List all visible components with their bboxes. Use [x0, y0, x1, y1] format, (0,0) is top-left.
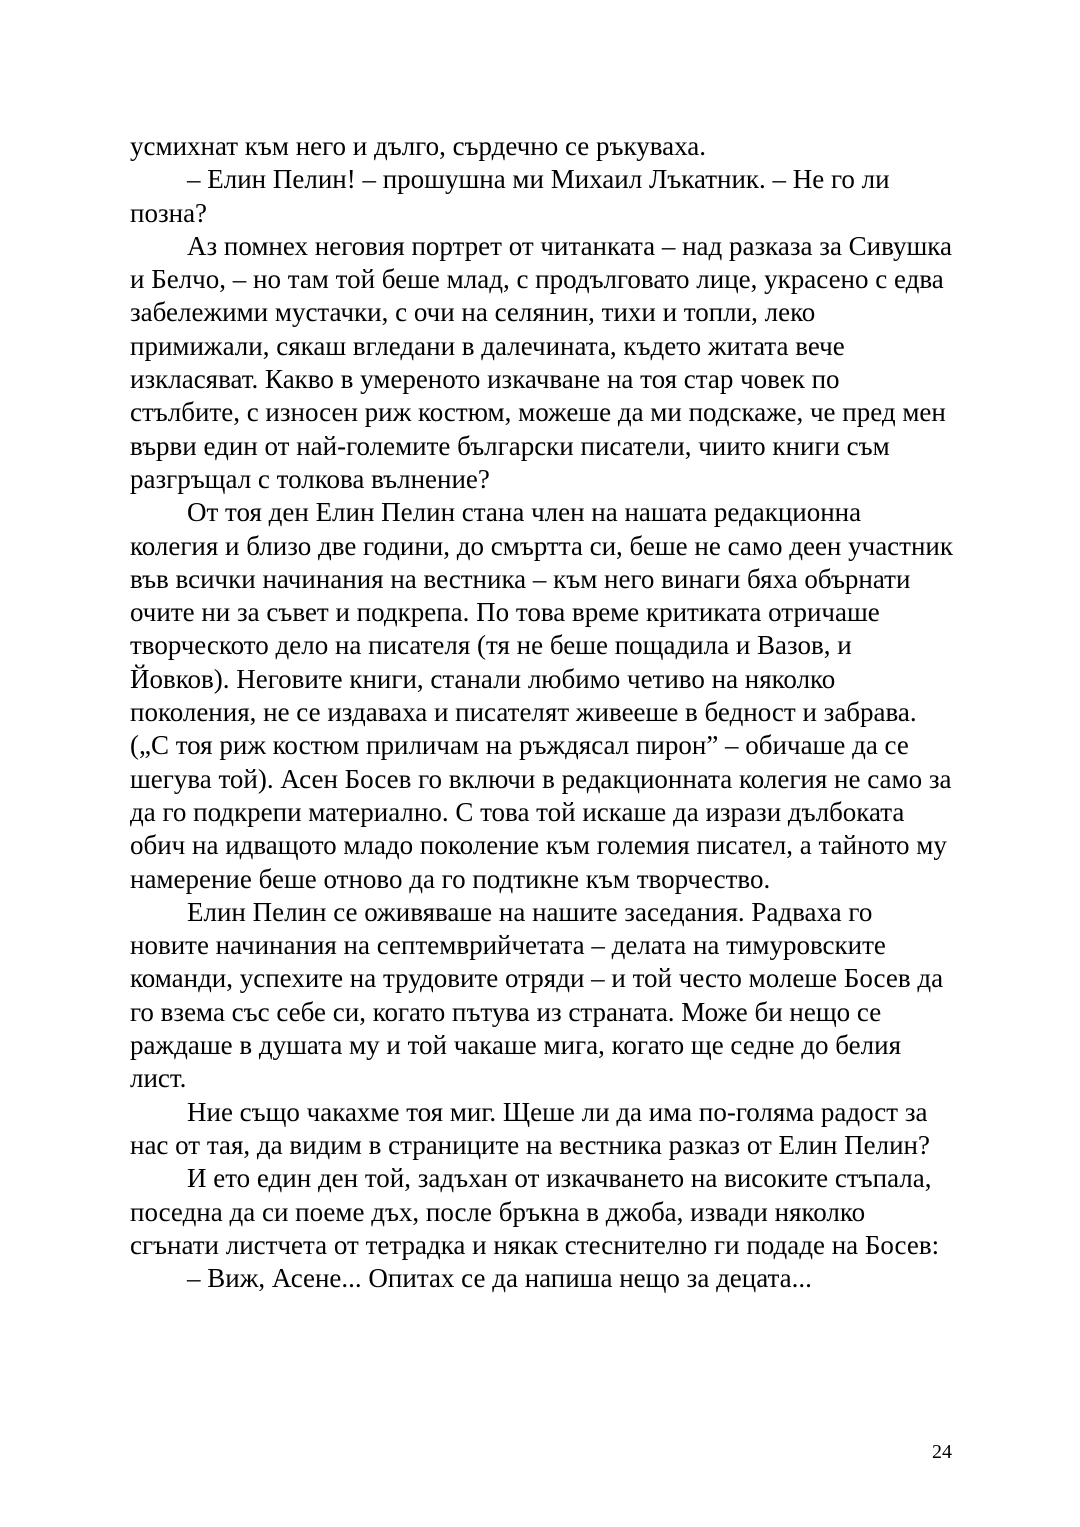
paragraph: Елин Пелин се оживяваше на нашите заседания. Радваха го новите начинания на септемврийчетата – делата на тимуровските команди, успехите на трудовите отряди – и той често молеше Босев да го взема със себе си, когато пътува из страната. Може би нещо се раждаше в душата му и той чакаше мига, когато ще седне до белия лист.: [130, 896, 944, 1094]
paragraph: усмихнат към него и дълго, сърдечно се ръкуваха.: [130, 131, 706, 161]
page-number: 24: [932, 1441, 952, 1463]
paragraph: Ние също чакахме тоя миг. Щеше ли да има по-голяма радост за нас от тая, да видим в страниците на вестника разказ от Елин Пелин?: [130, 1096, 930, 1160]
paragraph: От тоя ден Елин Пелин стана член на нашата редакционна колегия и близо две години, до смъртта си, беше не само деен участник във всички начинания на вестника – към него винаги бяха обърнати очите ни за съвет и подкрепа. По това време критиката отричаше творческото дело на писателя (тя не беше пощадила и Вазов, и Йовков). Неговите книги, станали любимо четиво на няколко поколения, не се издаваха и писателят живееше в бедност и забрава. („С тоя риж костюм приличам на ръждясал пирон” – обичаше да се шегува той). Асен Босев го включи в редакционната колегия не само за да го подкрепи материално. С това той искаше да изрази дълбоката обич на идващото младо поколение към големия писател, а тайното му намерение беше отново да го подтикне към творчество.: [130, 497, 953, 894]
paragraph: Аз помнех неговия портрет от читанката – над разказа за Сивушка и Белчо, – но там той беше млад, с продълговато лице, украсено с едва забележими мустачки, с очи на селянин, тихи и топли, леко примижали, сякаш вгледани в далечината, където житата вече изкласяват. Какво в умереното изкачване на тоя стар човек по стълбите, с износен риж костюм, можеше да ми подскаже, че пред мен върви един от най-големите български писатели, чиито книги съм разгръщал с толкова вълнение?: [130, 230, 952, 494]
paragraph: – Виж, Асене... Опитах се да напиша нещо за децата...: [187, 1263, 812, 1294]
body-text: [130, 130, 956, 1295]
paragraph: – Елин Пелин! – прошушна ми Михаил Лъкатник. – Не го ли позна?: [130, 164, 890, 228]
paragraph: И ето един ден той, задъхан от изкачването на високите стъпала, поседна да си поеме дъх, после бръкна в джоба, извади няколко сгънати листчета от тетрадка и някак стеснително ги подаде на Босев:: [130, 1163, 940, 1260]
